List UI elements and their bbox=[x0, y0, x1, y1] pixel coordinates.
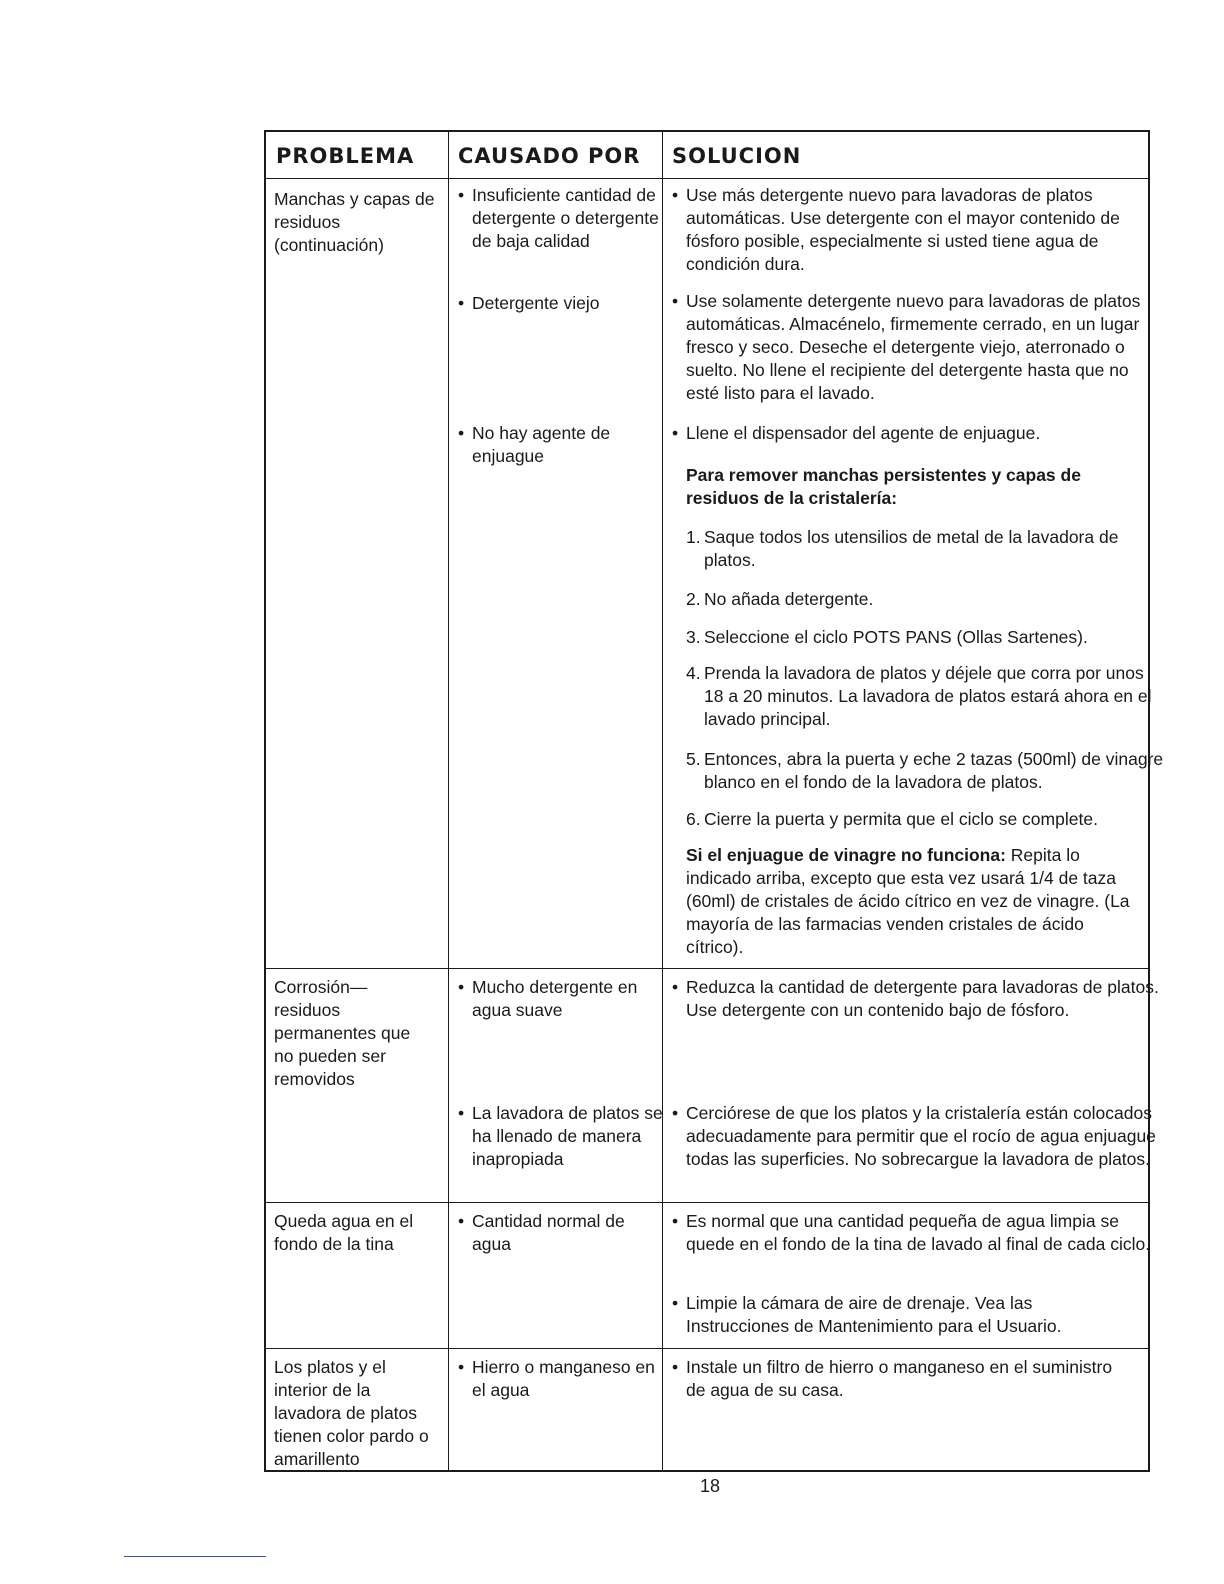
problem-cell: Corrosión— residuos permanentes que no pueden ser removidos bbox=[274, 977, 411, 1089]
header-problema: PROBLEMA bbox=[276, 144, 415, 168]
step-item bbox=[686, 662, 1164, 731]
step-text: No añada detergente. bbox=[704, 589, 874, 609]
solution-item: • Instale un filtro de hierro o manganeso en el suministro de agua de su casa. bbox=[672, 1356, 1126, 1402]
cause-item: • Cantidad normal de agua bbox=[458, 1210, 662, 1256]
step-text: Prenda la lavadora de platos y déjele que corra por unos 18 a 20 minutos. La lavadora de platos estará ahora en el lavado principal. bbox=[704, 663, 1152, 729]
solution-item: • Es normal que una cantidad pequeña de agua limpia se quede en el fondo de la tina de lavado al final de cada ciclo. bbox=[672, 1210, 1156, 1256]
step-item bbox=[686, 588, 1154, 611]
solution-item: • Use más detergente nuevo para lavadoras de platos automáticas. Use detergente con el mayor contenido de fósforo posible, especialmente si usted tiene agua de condición dura. bbox=[672, 184, 1156, 276]
header-causado-por: CAUSADO POR bbox=[458, 144, 641, 168]
solution-item: • Limpie la cámara de aire de drenaje. Vea las Instrucciones de Mantenimiento para el Usuario. bbox=[672, 1292, 1136, 1338]
column-divider bbox=[662, 132, 663, 1470]
remove-stains-heading: Para remover manchas persistentes y capas de residuos de la cristalería: bbox=[686, 465, 1081, 508]
row-divider bbox=[266, 968, 1148, 969]
step-item bbox=[686, 526, 1154, 572]
step-number: 4. bbox=[686, 663, 701, 683]
cause-item: • La lavadora de platos se ha llenado de manera inapropiada bbox=[458, 1102, 672, 1171]
step-text: Saque todos los utensilios de metal de la lavadora de platos. bbox=[704, 527, 1119, 570]
header-divider bbox=[266, 178, 1148, 179]
cause-item: • No hay agente de enjuague bbox=[458, 422, 648, 468]
cause-item: • Hierro o manganeso en el agua bbox=[458, 1356, 672, 1402]
header-solucion: SOLUCION bbox=[672, 144, 802, 168]
page-number: 18 bbox=[700, 1476, 721, 1496]
problem-cell: Manchas y capas de residuos (continuación) bbox=[274, 189, 435, 255]
step-number: 1. bbox=[686, 527, 701, 547]
row-divider bbox=[266, 1202, 1148, 1203]
step-number: 5. bbox=[686, 749, 701, 769]
step-number: 3. bbox=[686, 627, 701, 647]
step-number: 2. bbox=[686, 589, 701, 609]
solution-item: • Cerciórese de que los platos y la cristalería están colocados adecuadamente para permitir que el rocío de agua enjuague todas las superficies. No sobrecargue la lavadora de platos. bbox=[672, 1102, 1156, 1171]
step-text: Entonces, abra la puerta y eche 2 tazas (500ml) de vinagre blanco en el fondo de la lavadora de platos. bbox=[704, 749, 1164, 792]
cause-item: • Insuficiente cantidad de detergente o detergente de baja calidad bbox=[458, 184, 668, 253]
column-divider bbox=[448, 132, 449, 1470]
vinegar-note bbox=[686, 844, 1130, 959]
row-divider bbox=[266, 1348, 1148, 1349]
problem-cell: Queda agua en el fondo de la tina bbox=[274, 1211, 414, 1254]
footer-rule bbox=[124, 1556, 266, 1557]
step-item bbox=[686, 626, 1164, 649]
solution-item: • Llene el dispensador del agente de enjuague. bbox=[672, 422, 1156, 445]
problem-cell: Los platos y el interior de la lavadora de platos tienen color pardo o amarillento bbox=[274, 1357, 429, 1469]
solution-item: • Use solamente detergente nuevo para lavadoras de platos automáticas. Almacénelo, firmemente cerrado, en un lugar fresco y seco. Deseche el detergente viejo, aterronado o suelto. No llene el recipiente del detergente hasta que no esté listo para el lavado. bbox=[672, 290, 1152, 405]
cause-item: • Mucho detergente en agua suave bbox=[458, 976, 652, 1022]
troubleshooting-table bbox=[264, 130, 1164, 1472]
vinegar-note-bold: Si el enjuague de vinagre no funciona: bbox=[686, 845, 1006, 865]
solution-item: • Reduzca la cantidad de detergente para lavadoras de platos. Use detergente con un contenido bajo de fósforo. bbox=[672, 976, 1162, 1022]
step-text: Cierre la puerta y permita que el ciclo se complete. bbox=[704, 809, 1098, 829]
vinegar-note-text: Repita lo indicado arriba, excepto que esta vez usará 1/4 de taza (60ml) de cristales de ácido cítrico en vez de vinagre. (La mayoría de las farmacias venden cristales de ácido cítrico). bbox=[686, 845, 1130, 957]
step-item bbox=[686, 748, 1164, 794]
cause-item: • Detergente viejo bbox=[458, 292, 668, 315]
step-item bbox=[686, 808, 1164, 831]
step-number: 6. bbox=[686, 809, 701, 829]
step-text: Seleccione el ciclo POTS PANS (Ollas Sartenes). bbox=[704, 627, 1088, 647]
